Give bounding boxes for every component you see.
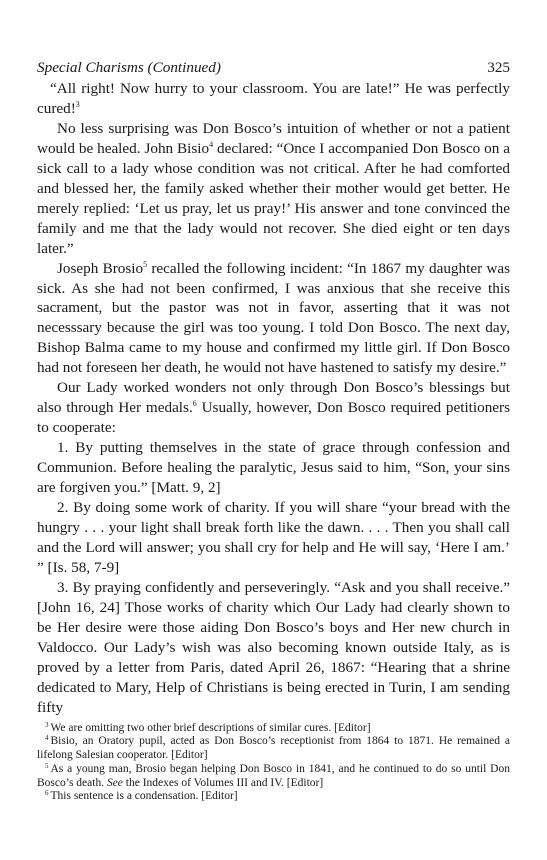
- text-run: “All right! Now hurry to your classroom. You are late!” He was perfectly cured!: [37, 80, 510, 117]
- footnote-mark: 3: [45, 720, 49, 729]
- footnote-mark: 5: [45, 761, 49, 770]
- footnote-reference: 4: [209, 139, 214, 149]
- paragraph: [37, 259, 510, 379]
- footnote-mark: 6: [45, 789, 49, 798]
- text-run: Joseph Brosio: [57, 259, 144, 277]
- footnote: [37, 735, 510, 763]
- page-number: 325: [487, 59, 510, 76]
- text-run: declared: “Once I accompanied Don Bosco on a sick call to a lady whose condition was not critical. After he had comforted and blessed her, the family asked whether their mother would get better. He merely replied: ‘Let us pray, let us pray!’ His answer and tone convinced the family and me that the lady would not recover. She died eight or ten days later.”: [37, 139, 511, 257]
- paragraph: [37, 578, 510, 718]
- paragraph: [37, 119, 510, 259]
- footnote-reference: 3: [75, 99, 80, 109]
- text-run: We are omitting two other brief descriptions of similar cures. [Editor]: [50, 721, 371, 734]
- text-run: No less surprising was Don Bosco’s intuition of whether or not a patient would be healed. John Bisio: [37, 119, 510, 157]
- paragraph: [37, 79, 510, 119]
- text-run: Our Lady worked wonders not only through Don Bosco’s blessings but also through Her medals.: [37, 379, 510, 417]
- footnote-reference: 5: [143, 259, 148, 269]
- text-run: recalled the following incident: “In 1867 my daughter was sick. As she had not been confirmed, I was anxious that she receive this sacrament, but the pastor was not in favor, asserting that it was not necesssary because the girl was too young. I told Don Bosco. The next day, Bishop Balma came to my house and confirmed my little girl. If Don Bosco had not foreseen her death, he would not have hastened to satisfy my desire.”: [37, 259, 510, 377]
- text-run: As a young man, Brosio began helping Don Bosco in 1841, and he continued to do so until Don Bosco’s death.: [37, 762, 510, 789]
- text-run: Usually, however, Don Bosco required petitioners to cooperate:: [37, 399, 510, 437]
- text-run: the Indexes of Volumes III and IV. [Editor]: [122, 776, 324, 789]
- footnote-reference: 6: [192, 399, 197, 409]
- running-header: [37, 58, 510, 78]
- running-title: Special Charisms (Continued): [37, 59, 221, 76]
- book-page: [37, 58, 510, 804]
- footnote: [37, 790, 510, 804]
- paragraph: [37, 498, 510, 578]
- paragraph: [37, 378, 510, 438]
- text-run: Bisio, an Oratory pupil, acted as Don Bosco’s receptionist from 1864 to 1871. He remained a lifelong Salesian cooperator. [Editor]: [37, 735, 510, 762]
- footnote-mark: 4: [45, 734, 49, 743]
- paragraph: [37, 438, 510, 498]
- text-run: 1. By putting themselves in the state of grace through confession and Communion. Before healing the paralytic, Jesus said to him, “Son, your sins are forgiven you.” [Matt. 9, 2]: [37, 439, 510, 497]
- footnote: [37, 722, 510, 736]
- emphasized-text: See: [106, 776, 123, 789]
- text-run: 3. By praying confidently and perseveringly. “Ask and you shall receive.” [John 16, 24] Those works of charity which Our Lady had clearly shown to be Her desire were those aiding Don Bosco’s boys and Her new church in Valdocco. Our Lady’s wish was also becoming known outside Italy, as is proved by a letter from Paris, dated April 26, 1867: “Hearing that a shrine dedicated to Mary, Help of Christians is being erected in Turin, I am sending fifty: [37, 578, 510, 716]
- text-run: This sentence is a condensation. [Editor]: [50, 790, 238, 803]
- footnote: [37, 763, 510, 791]
- body-text: [37, 79, 510, 718]
- footnotes: [37, 722, 510, 805]
- text-run: 2. By doing some work of charity. If you will share “your bread with the hungry . . . your light shall break forth like the dawn. . . . Then you shall call and the Lord will answer; you shall cry for help and He will say, ‘Here I am.’ ” [Is. 58, 7-9]: [37, 499, 510, 576]
